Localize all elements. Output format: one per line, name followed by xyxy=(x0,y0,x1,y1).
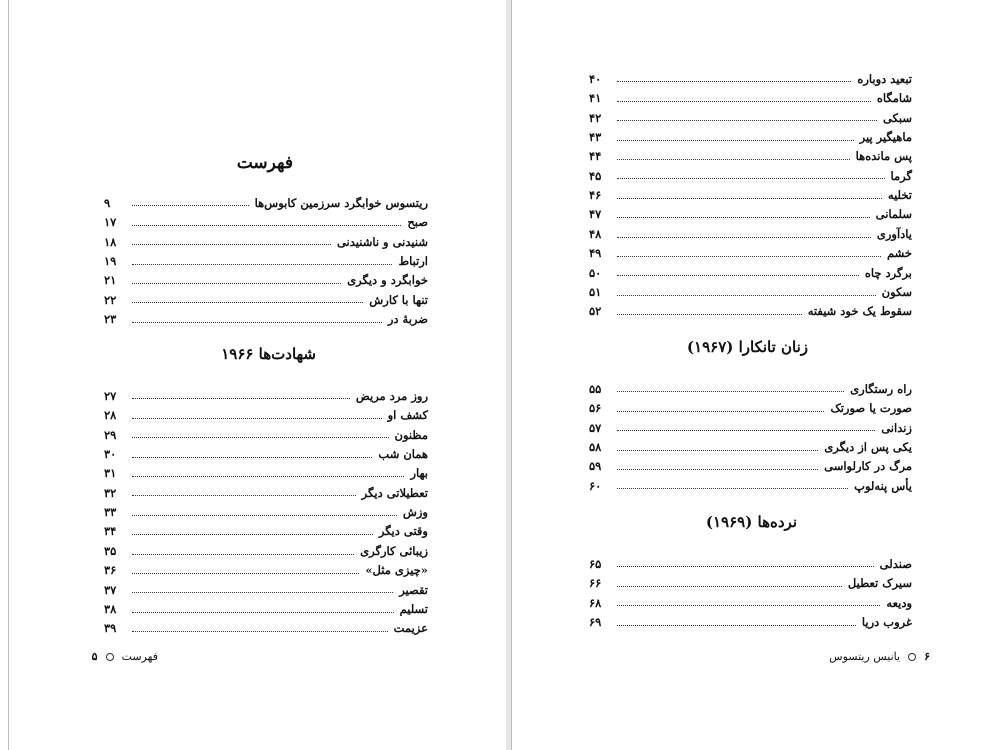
dot-leader xyxy=(617,275,859,276)
entry-title: بهار xyxy=(410,466,428,481)
entry-page-number: ۶۰ xyxy=(589,478,602,493)
toc-entry xyxy=(104,190,428,209)
toc-entry xyxy=(589,415,912,434)
footer-title: فهرست xyxy=(121,650,158,663)
toc-section-3 xyxy=(589,376,912,492)
entry-page-number: ۶۸ xyxy=(589,595,602,610)
dot-leader xyxy=(617,237,871,238)
entry-page-number: ۲۹ xyxy=(104,427,117,442)
dot-leader xyxy=(132,398,350,399)
entry-title: گرما xyxy=(890,168,912,183)
toc-entry xyxy=(589,395,912,414)
toc-entry xyxy=(104,268,428,287)
entry-title: برگرد چاه xyxy=(864,265,912,280)
entry-page-number: ۵۵ xyxy=(589,381,602,396)
toc-entry xyxy=(589,124,912,143)
entry-page-number: ۲۷ xyxy=(104,388,117,403)
entry-page-number: ۵۶ xyxy=(589,401,602,416)
toc-entry xyxy=(104,422,428,441)
toc-entry xyxy=(589,144,912,163)
entry-page-number: ۵۸ xyxy=(589,439,602,454)
dot-leader xyxy=(617,178,885,179)
dot-leader xyxy=(617,430,875,431)
toc-entry xyxy=(104,287,428,306)
entry-page-number: ۲۳ xyxy=(104,312,117,327)
entry-title: غروب دریا xyxy=(861,614,912,629)
dot-leader xyxy=(617,566,874,567)
dot-leader xyxy=(132,205,249,206)
entry-title: تنها با کارش xyxy=(369,292,428,307)
dot-leader xyxy=(617,488,848,489)
entry-page-number: ۳۷ xyxy=(104,582,117,597)
entry-page-number: ۴۰ xyxy=(589,71,602,86)
toc-entry xyxy=(589,473,912,492)
left-page-footer xyxy=(88,650,158,663)
dot-leader xyxy=(132,476,404,477)
toc-entry xyxy=(589,241,912,260)
toc-entry xyxy=(589,163,912,182)
entry-title: «چیزی مثل» xyxy=(365,563,428,578)
footer-ornament xyxy=(106,653,114,661)
page-number: ۵ xyxy=(91,650,98,663)
entry-page-number: ۶۶ xyxy=(589,576,602,591)
entry-page-number: ۵۲ xyxy=(589,304,602,319)
dot-leader xyxy=(132,631,388,632)
entry-page-number: ۳۸ xyxy=(104,602,117,617)
toc-entry xyxy=(589,570,912,589)
section-title-shahadat-ha: شهادت‌ها ۱۹۶۶ xyxy=(221,345,316,363)
entry-title: صندلی xyxy=(879,556,912,571)
entry-page-number: ۳۴ xyxy=(104,524,117,539)
entry-title: وزش xyxy=(402,505,428,520)
entry-title: وقتی دیگر xyxy=(378,524,428,539)
entry-page-number: ۱۹ xyxy=(104,253,117,268)
entry-page-number: ۴۳ xyxy=(589,129,602,144)
toc-entry xyxy=(589,279,912,298)
toc-entry xyxy=(104,461,428,480)
entry-title: کشف او xyxy=(387,408,428,423)
toc-entry xyxy=(589,376,912,395)
dot-leader xyxy=(617,391,844,392)
dot-leader xyxy=(132,244,331,245)
entry-title: یکی پس از دیگری xyxy=(824,439,912,454)
toc-entry xyxy=(104,538,428,557)
entry-page-number: ۳۱ xyxy=(104,466,117,481)
footer-title: یانیس ریتسوس xyxy=(829,650,901,663)
entry-title: سیرک تعطیل xyxy=(847,576,912,591)
entry-title: یادآوری xyxy=(876,226,912,241)
entry-page-number: ۳۶ xyxy=(104,563,117,578)
dot-leader xyxy=(617,120,877,121)
entry-title: ارتباط xyxy=(398,253,428,268)
entry-title: روز مرد مریض xyxy=(355,388,428,403)
dot-leader xyxy=(617,295,876,296)
dot-leader xyxy=(617,586,842,587)
entry-page-number: ۳۵ xyxy=(104,543,117,558)
dot-leader xyxy=(617,450,818,451)
entry-title: تعطیلاتی دیگر xyxy=(361,485,428,500)
dot-leader xyxy=(132,592,393,593)
entry-page-number: ۴۶ xyxy=(589,188,602,203)
dot-leader xyxy=(132,418,382,419)
entry-title: مظنون xyxy=(394,427,428,442)
dot-leader xyxy=(617,198,882,199)
toc-entry xyxy=(104,616,428,635)
entry-title: سبکی xyxy=(882,110,912,125)
entry-page-number: ۳۲ xyxy=(104,485,117,500)
toc-entry xyxy=(104,577,428,596)
dot-leader xyxy=(132,534,373,535)
dot-leader xyxy=(617,81,851,82)
dot-leader xyxy=(132,457,372,458)
entry-title: ضربهٔ در xyxy=(387,312,428,327)
entry-title: زیبائی کارگری xyxy=(360,543,428,558)
entry-page-number: ۵۱ xyxy=(589,285,602,300)
entry-title: سلمانی xyxy=(875,207,912,222)
toc-entry xyxy=(589,454,912,473)
toc-entry xyxy=(589,299,912,318)
dot-leader xyxy=(617,314,802,315)
entry-title: ریتسوس خوابگرد سرزمین کابوس‌ها xyxy=(254,195,428,210)
dot-leader xyxy=(132,495,356,496)
entry-title: سقوط یک خود شیفته xyxy=(807,304,912,319)
footer-ornament xyxy=(908,653,916,661)
entry-title: تخلیه xyxy=(887,188,912,203)
toc-entry xyxy=(104,519,428,538)
entry-page-number: ۳۰ xyxy=(104,446,117,461)
entry-page-number: ۴۹ xyxy=(589,246,602,261)
toc-section-4 xyxy=(589,551,912,629)
toc-entry xyxy=(589,609,912,628)
toc-entry xyxy=(104,248,428,267)
dot-leader xyxy=(617,140,854,141)
entry-page-number: ۲۱ xyxy=(104,273,117,288)
entry-title: مرگ در کارلواسی xyxy=(824,459,912,474)
dot-leader xyxy=(132,612,394,613)
toc-entry xyxy=(589,202,912,221)
entry-title: شامگاه xyxy=(876,91,912,106)
entry-page-number: ۲۲ xyxy=(104,292,117,307)
dot-leader xyxy=(132,225,401,226)
entry-title: پس مانده‌ها xyxy=(855,149,912,164)
dot-leader xyxy=(132,322,382,323)
entry-title: ماهیگیر پیر xyxy=(859,129,912,144)
entry-title: صورت یا صورتک xyxy=(830,401,912,416)
entry-title: یأس پنه‌لوپ xyxy=(854,478,912,493)
left-page xyxy=(8,0,508,750)
toc-entry xyxy=(104,383,428,402)
toc-entry xyxy=(589,590,912,609)
toc-entry xyxy=(104,441,428,460)
toc-entry xyxy=(589,105,912,124)
dot-leader xyxy=(132,302,363,303)
entry-page-number: ۴۵ xyxy=(589,168,602,183)
entry-title: سکون xyxy=(881,285,912,300)
entry-title: تسلیم xyxy=(399,602,428,617)
entry-page-number: ۴۱ xyxy=(589,91,602,106)
toc-entry xyxy=(104,306,428,325)
entry-page-number: ۲۸ xyxy=(104,408,117,423)
entry-page-number: ۴۴ xyxy=(589,149,602,164)
dot-leader xyxy=(617,605,880,606)
entry-title: زندانی xyxy=(881,420,912,435)
page-number: ۶ xyxy=(924,650,930,663)
main-title: فهرست xyxy=(236,153,293,173)
entry-page-number: ۴۷ xyxy=(589,207,602,222)
entry-title: خشم xyxy=(886,246,912,261)
toc-section-2 xyxy=(104,383,428,635)
toc-section-1 xyxy=(104,190,428,326)
toc-entry xyxy=(104,480,428,499)
dot-leader xyxy=(132,573,359,574)
entry-page-number: ۴۲ xyxy=(589,110,602,125)
entry-page-number: ۳۹ xyxy=(104,621,117,636)
dot-leader xyxy=(132,437,389,438)
dot-leader xyxy=(617,256,881,257)
entry-page-number: ۳۳ xyxy=(104,505,117,520)
entry-title: ودیعه xyxy=(886,595,912,610)
entry-title: عزیمت xyxy=(393,621,428,636)
toc-entry xyxy=(589,85,912,104)
toc-entry xyxy=(104,229,428,248)
entry-page-number: ۵۰ xyxy=(589,265,602,280)
entry-title: تبعید دوباره xyxy=(857,71,912,86)
toc-entry xyxy=(104,499,428,518)
toc-entry xyxy=(589,551,912,570)
entry-title: صبح xyxy=(407,215,428,230)
toc-entry xyxy=(589,221,912,240)
entry-title: راه رستگاری xyxy=(850,381,912,396)
toc-entry xyxy=(589,182,912,201)
section-title-narde-ha: نرده‌ها (۱۹۶۹) xyxy=(705,513,797,531)
dot-leader xyxy=(617,411,824,412)
entry-page-number: ۱۷ xyxy=(104,215,117,230)
dot-leader xyxy=(617,217,870,218)
entry-page-number: ۶۹ xyxy=(589,614,602,629)
entry-page-number: ۵۷ xyxy=(589,420,602,435)
toc-entry xyxy=(104,209,428,228)
entry-title: خوابگرد و دیگری xyxy=(347,273,428,288)
toc-section-continued xyxy=(589,66,912,318)
toc-entry xyxy=(589,434,912,453)
entry-title: همان شب xyxy=(378,446,428,461)
dot-leader xyxy=(617,159,850,160)
section-title-zanan-tankara: زنان تانکارا (۱۹۶۷) xyxy=(686,338,808,356)
dot-leader xyxy=(132,283,341,284)
dot-leader xyxy=(132,264,392,265)
toc-entry xyxy=(104,596,428,615)
entry-title: تقصیر xyxy=(399,582,428,597)
entry-page-number: ۹ xyxy=(104,195,111,210)
dot-leader xyxy=(617,101,871,102)
dot-leader xyxy=(132,515,397,516)
toc-entry xyxy=(589,66,912,85)
entry-page-number: ۶۵ xyxy=(589,556,602,571)
dot-leader xyxy=(617,469,818,470)
toc-entry xyxy=(589,260,912,279)
right-page-footer xyxy=(820,650,930,663)
toc-entry xyxy=(104,402,428,421)
entry-title: شنیدنی و ناشنیدنی xyxy=(336,234,428,249)
dot-leader xyxy=(132,554,354,555)
entry-page-number: ۴۸ xyxy=(589,226,602,241)
entry-page-number: ۵۹ xyxy=(589,459,602,474)
toc-entry xyxy=(104,558,428,577)
dot-leader xyxy=(617,625,856,626)
entry-page-number: ۱۸ xyxy=(104,234,117,249)
